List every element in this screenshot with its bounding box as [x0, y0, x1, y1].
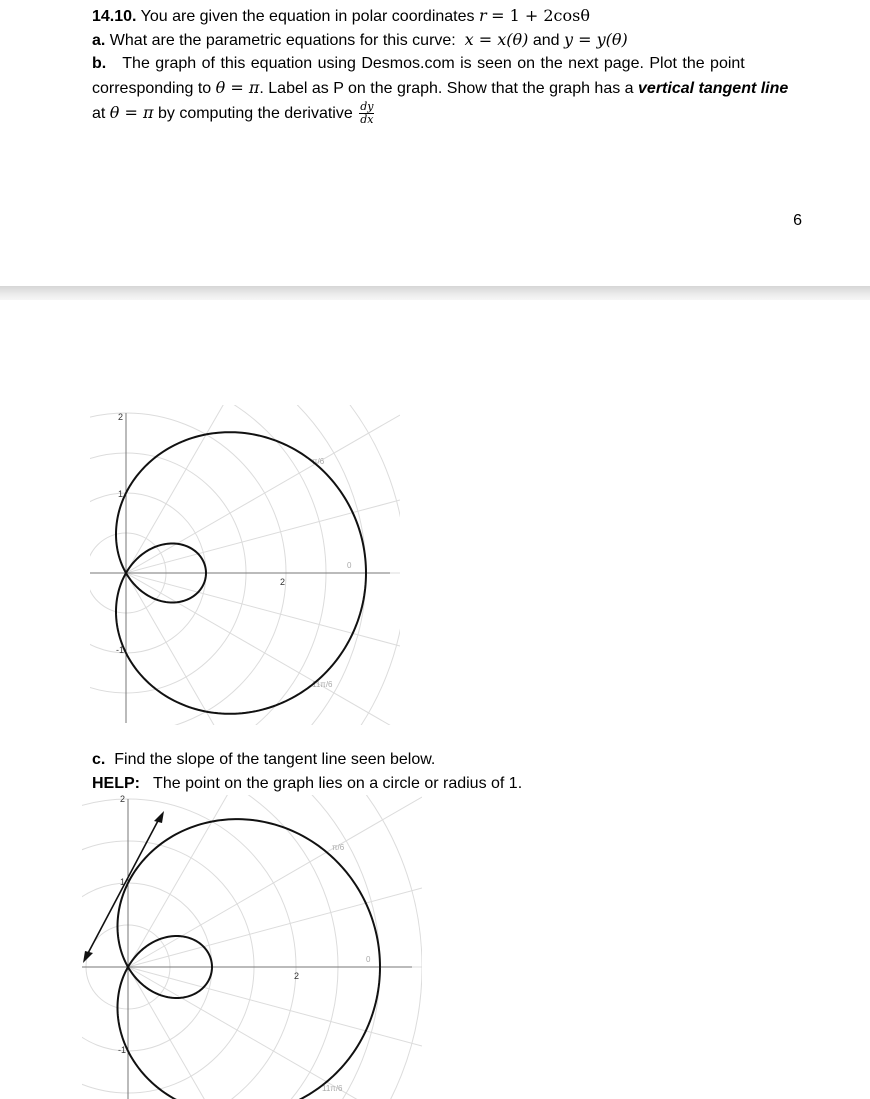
- part-b-line-1: [92, 52, 745, 76]
- equation-rhs: = 1 + 2cosθ: [491, 6, 590, 25]
- part-a-eq-x: x = x(θ): [464, 30, 529, 49]
- tangent-line: [86, 817, 160, 957]
- help-label: HELP:: [92, 775, 140, 792]
- part-b-line1-text: The graph of this equation using Desmos.com is seen on the next page. Plot the point: [122, 55, 745, 72]
- help-text: The point on the graph lies on a circle or radius of 1.: [153, 775, 523, 792]
- part-a-text: What are the parametric equations for this curve:: [109, 32, 456, 49]
- part-a-line: [92, 28, 628, 53]
- derivative-fraction: [359, 101, 374, 126]
- problem-number: 14.10.: [92, 8, 137, 25]
- part-b-line2-a: corresponding to: [92, 80, 212, 97]
- part-c-text: Find the slope of the tangent line seen below.: [114, 751, 436, 768]
- derivative-numerator: dy: [360, 100, 374, 114]
- y-tick-1: 1: [118, 489, 124, 499]
- part-b-line3-b: by computing the derivative: [157, 105, 353, 122]
- y-tick-2: 2: [118, 412, 124, 422]
- part-c-line: [92, 748, 435, 772]
- tangent-arrow-up: [154, 811, 164, 823]
- equation-r: r: [478, 6, 487, 25]
- zero-label-g2: 0: [366, 955, 371, 964]
- pi11-6-label-g2: 11π/6: [322, 1084, 343, 1093]
- problem-header-line: [92, 4, 590, 29]
- part-b-line-2: [92, 76, 788, 101]
- pi11-6-label: 11π/6: [312, 680, 333, 689]
- y-tick-neg1: -1: [116, 645, 125, 655]
- pi6-label: π/6: [312, 457, 325, 466]
- y-tick-1-g2: 1: [120, 877, 126, 887]
- zero-label: 0: [347, 561, 352, 570]
- y-tick-2-g2: 2: [120, 795, 126, 804]
- page-one: [0, 0, 870, 286]
- derivative-denominator: dx: [360, 113, 374, 127]
- pi6-label-g2: π/6: [332, 843, 345, 852]
- problem-intro: You are given the equation in polar coordinates: [140, 8, 475, 25]
- part-a-label: a.: [92, 32, 106, 49]
- part-a-eq-y: y = y(θ): [563, 30, 628, 49]
- polar-graph-2: [82, 795, 422, 1099]
- page-separator: [0, 286, 870, 300]
- part-a-and: and: [532, 32, 560, 49]
- part-b-line3-theta: θ = π: [109, 103, 154, 122]
- page-number: 6: [793, 212, 802, 229]
- polar-grid-1: [90, 405, 400, 725]
- y-tick-neg1-g2: -1: [118, 1045, 127, 1055]
- part-b-line2-b: . Label as P on the graph. Show that the graph has a: [259, 80, 634, 97]
- help-line: [92, 772, 522, 796]
- part-b-line3-a: at: [92, 105, 106, 122]
- polar-grid-2: [82, 795, 422, 1099]
- part-b-line-3: [92, 101, 374, 126]
- polar-graph-1: [90, 405, 400, 725]
- tangent-arrow-down: [83, 951, 93, 963]
- part-b-line2-theta: θ = π: [215, 78, 260, 97]
- vertical-tangent-emphasis: vertical tangent line: [638, 80, 789, 97]
- part-b-label: b.: [92, 55, 107, 72]
- x-tick-2-g2: 2: [294, 971, 300, 981]
- x-tick-2: 2: [280, 577, 286, 587]
- part-c-label: c.: [92, 751, 106, 768]
